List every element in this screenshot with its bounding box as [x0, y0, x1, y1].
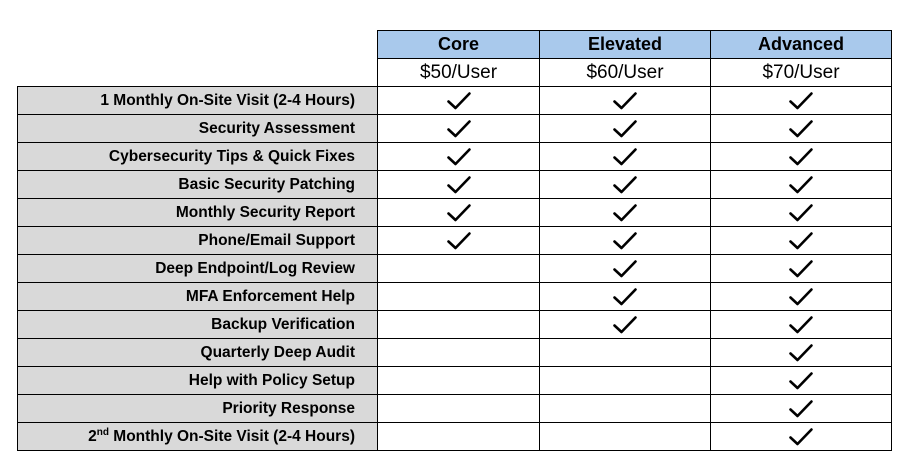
pricing-comparison-table — [17, 30, 892, 451]
feature-label-superscript: nd — [96, 426, 109, 438]
check-icon — [612, 91, 638, 111]
feature-cell-advanced — [711, 143, 892, 171]
check-icon — [446, 91, 472, 111]
feature-cell-elevated — [540, 367, 711, 395]
feature-cell-advanced — [711, 87, 892, 115]
check-icon — [446, 231, 472, 251]
check-icon — [788, 175, 814, 195]
check-icon — [612, 203, 638, 223]
feature-row — [18, 171, 892, 199]
feature-cell-core — [378, 255, 540, 283]
check-icon — [788, 343, 814, 363]
feature-cell-elevated — [540, 87, 711, 115]
feature-label: Quarterly Deep Audit — [18, 339, 378, 367]
tier-price-advanced: $70/User — [711, 59, 892, 87]
price-row — [18, 59, 892, 87]
feature-row — [18, 423, 892, 451]
feature-label-prefix: 2 — [88, 427, 97, 445]
check-icon — [788, 203, 814, 223]
check-icon — [788, 231, 814, 251]
feature-label-text: Monthly On-Site Visit (2-4 Hours) — [108, 427, 355, 445]
feature-cell-core — [378, 227, 540, 255]
check-icon — [788, 259, 814, 279]
feature-cell-elevated — [540, 199, 711, 227]
feature-row — [18, 395, 892, 423]
feature-cell-core — [378, 339, 540, 367]
feature-label: MFA Enforcement Help — [18, 283, 378, 311]
feature-cell-elevated — [540, 339, 711, 367]
feature-cell-elevated — [540, 143, 711, 171]
price-spacer — [18, 59, 378, 87]
check-icon — [612, 119, 638, 139]
feature-label: Backup Verification — [18, 311, 378, 339]
feature-cell-advanced — [711, 199, 892, 227]
feature-cell-core — [378, 367, 540, 395]
feature-cell-core — [378, 283, 540, 311]
header-spacer — [18, 31, 378, 59]
feature-cell-core — [378, 143, 540, 171]
feature-cell-core — [378, 199, 540, 227]
check-icon — [788, 147, 814, 167]
feature-label: Deep Endpoint/Log Review — [18, 255, 378, 283]
tier-price-core: $50/User — [378, 59, 540, 87]
check-icon — [446, 203, 472, 223]
check-icon — [612, 231, 638, 251]
feature-row — [18, 367, 892, 395]
feature-cell-advanced — [711, 283, 892, 311]
check-icon — [788, 91, 814, 111]
feature-label: Basic Security Patching — [18, 171, 378, 199]
feature-cell-elevated — [540, 423, 711, 451]
tier-price-elevated: $60/User — [540, 59, 711, 87]
feature-cell-elevated — [540, 227, 711, 255]
check-icon — [788, 427, 814, 447]
feature-cell-core — [378, 423, 540, 451]
feature-cell-advanced — [711, 367, 892, 395]
check-icon — [446, 175, 472, 195]
feature-cell-core — [378, 87, 540, 115]
feature-cell-elevated — [540, 115, 711, 143]
feature-cell-advanced — [711, 423, 892, 451]
tier-name-elevated: Elevated — [540, 31, 711, 59]
check-icon — [788, 119, 814, 139]
feature-row — [18, 283, 892, 311]
feature-cell-advanced — [711, 255, 892, 283]
feature-cell-core — [378, 115, 540, 143]
feature-cell-core — [378, 171, 540, 199]
check-icon — [612, 147, 638, 167]
check-icon — [612, 287, 638, 307]
check-icon — [612, 259, 638, 279]
feature-label: Monthly Security Report — [18, 199, 378, 227]
feature-row — [18, 199, 892, 227]
check-icon — [446, 147, 472, 167]
feature-cell-advanced — [711, 115, 892, 143]
feature-row — [18, 87, 892, 115]
check-icon — [788, 399, 814, 419]
feature-label: Phone/Email Support — [18, 227, 378, 255]
check-icon — [788, 287, 814, 307]
feature-row — [18, 227, 892, 255]
feature-row — [18, 255, 892, 283]
feature-cell-advanced — [711, 339, 892, 367]
check-icon — [612, 315, 638, 335]
feature-label: Help with Policy Setup — [18, 367, 378, 395]
tier-name-core: Core — [378, 31, 540, 59]
feature-label: Priority Response — [18, 395, 378, 423]
tier-header-row — [18, 31, 892, 59]
feature-cell-advanced — [711, 311, 892, 339]
feature-row — [18, 339, 892, 367]
feature-cell-core — [378, 311, 540, 339]
feature-row — [18, 143, 892, 171]
tier-name-advanced: Advanced — [711, 31, 892, 59]
feature-label: 1 Monthly On-Site Visit (2-4 Hours) — [18, 87, 378, 115]
check-icon — [788, 315, 814, 335]
feature-label: Security Assessment — [18, 115, 378, 143]
feature-cell-elevated — [540, 395, 711, 423]
check-icon — [446, 119, 472, 139]
feature-label — [18, 423, 378, 451]
feature-label: Cybersecurity Tips & Quick Fixes — [18, 143, 378, 171]
feature-cell-advanced — [711, 171, 892, 199]
feature-row — [18, 115, 892, 143]
feature-cell-elevated — [540, 255, 711, 283]
feature-row — [18, 311, 892, 339]
feature-cell-elevated — [540, 283, 711, 311]
check-icon — [612, 175, 638, 195]
feature-cell-elevated — [540, 171, 711, 199]
feature-cell-advanced — [711, 227, 892, 255]
feature-cell-advanced — [711, 395, 892, 423]
check-icon — [788, 371, 814, 391]
feature-cell-core — [378, 395, 540, 423]
feature-cell-elevated — [540, 311, 711, 339]
